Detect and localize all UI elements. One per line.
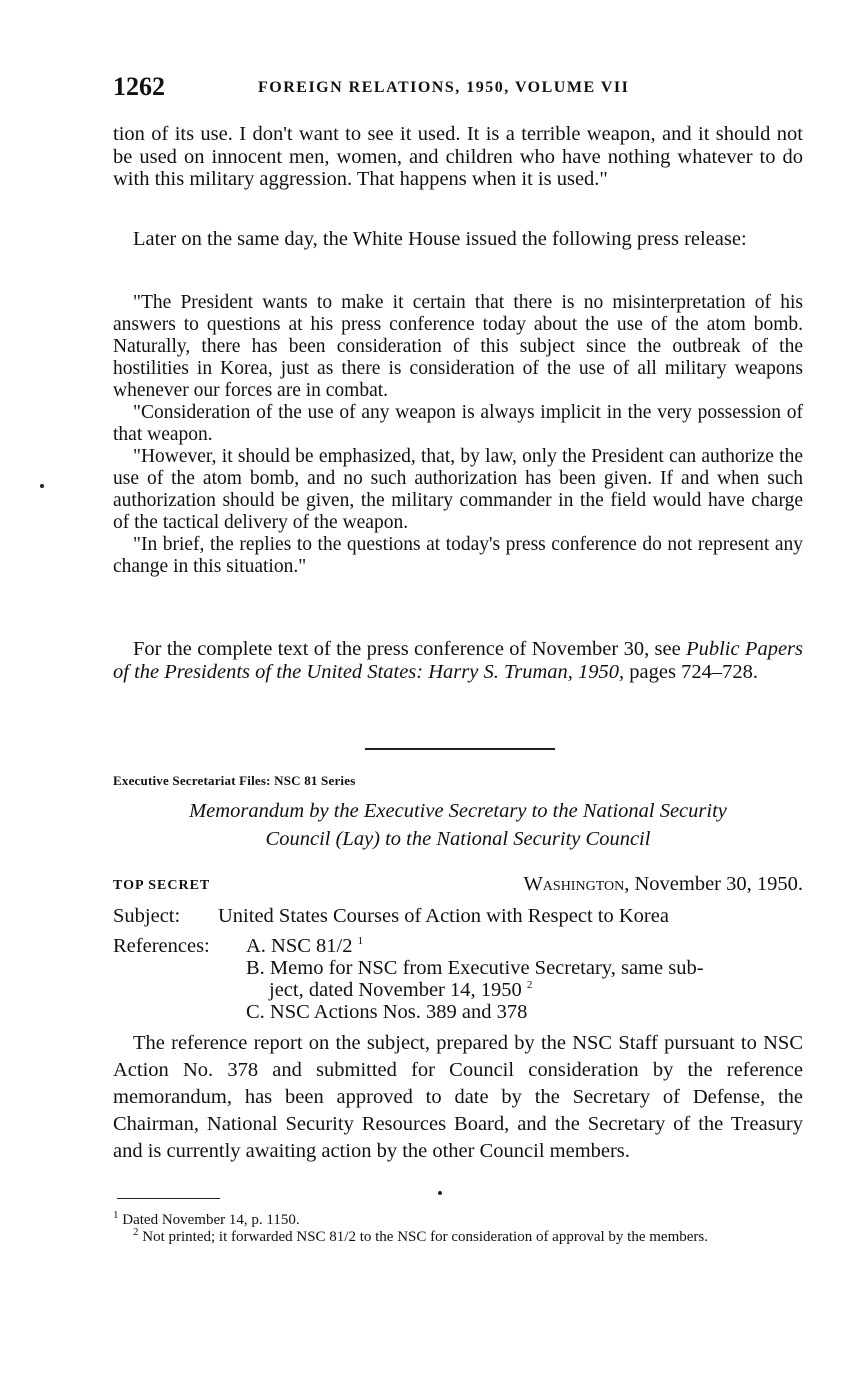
memo-body: The reference report on the subject, prepared by the NSC Staff pursuant to NSC Action No. 378 and submitted for Council consideration by the reference memorandum, has been approved to date by the Secretary of Defense, the Chairman, National Security Resources Board, and the Secretary of the Treasury and is currently awaiting action by the other Council members. (113, 1032, 803, 1162)
footnote-2-mark: 2 (133, 1226, 139, 1238)
quote-paragraph-1: "The President wants to make it certain that there is no misinterpretation of his answers to questions at his press conference today about the use of the atom bomb. Naturally, there has been consideration of this subject since the outbreak of the hostilities in Korea, just as there is consideration of the use of all military weapons whenever our forces are in combat. (113, 292, 803, 401)
subject-text: United States Courses of Action with Respect to Korea (218, 905, 669, 927)
reference-a (246, 935, 363, 957)
quote-paragraph-3: "However, it should be emphasized, that, by law, only the President can authorize the use of the atom bomb, and no such authorization has been given. If and when such authorization should be given, the military commander in the field would have charge of the tactical delivery of the weapon. (113, 446, 803, 533)
footnote-ref-1: 1 (357, 935, 364, 948)
footnote-1-text: Dated November 14, p. 1150. (122, 1212, 300, 1228)
paragraph-3-lead: For the complete text of the press conference of November 30, see (133, 638, 687, 660)
memo-title-line-2: Council (Lay) to the National Security Council (265, 828, 651, 850)
memo-title (113, 797, 803, 853)
footnote-rule (117, 1198, 220, 1199)
reference-c: C. NSC Actions Nos. 389 and 378 (246, 1001, 528, 1023)
footnote-2-text: Not printed; it forwarded NSC 81/2 to the NSC for consideration of approval by the members. (142, 1229, 708, 1245)
paragraph-3-tail: , pages 724–728. (619, 660, 758, 683)
reference-b-line-2 (269, 979, 532, 1001)
reference-b-text: ject, dated November 14, 1950 (269, 979, 522, 1001)
footnote-ref-2: 2 (526, 979, 533, 992)
page-header (113, 72, 803, 106)
publication-title: Public Papers of the Presidents of the United States: Harry S. Truman, 1950 (113, 638, 803, 683)
files-label: Executive Secretariat Files: NSC 81 Series (113, 773, 356, 788)
quote-paragraph-4: "In brief, the replies to the questions at today's press conference do not represent any change in this situation." (113, 534, 803, 577)
reference-b-line-1: B. Memo for NSC from Executive Secretary, same sub- (246, 957, 704, 979)
paragraph-1: tion of its use. I don't want to see it used. It is a terrible weapon, and it should not be used on innocent men, women, and children who have nothing whatever to do with this military aggression. That happens when it is used." (113, 123, 803, 190)
section-divider (365, 748, 555, 750)
footnote-1-mark: 1 (113, 1209, 119, 1221)
running-head: FOREIGN RELATIONS, 1950, VOLUME VII (258, 79, 630, 96)
paragraph-2: Later on the same day, the White House issued the following press release: (133, 228, 747, 250)
memo-title-line-1: Memorandum by the Executive Secretary to the National Security (189, 800, 727, 822)
margin-mark (40, 484, 44, 488)
page-mark (438, 1191, 442, 1195)
paragraph-3 (113, 638, 803, 683)
dateline-place: Washington (523, 873, 625, 895)
reference-a-text: A. NSC 81/2 (246, 935, 353, 957)
subject-label: Subject: (113, 905, 181, 927)
dateline (523, 873, 803, 896)
page-number: 1262 (113, 72, 165, 101)
references-label: References: (113, 935, 210, 957)
footnote-2 (113, 1226, 803, 1245)
dateline-date: , November 30, 1950. (624, 873, 803, 895)
footnote-1 (113, 1209, 803, 1228)
quote-paragraph-2: "Consideration of the use of any weapon is always implicit in the very possession of that weapon. (113, 402, 803, 445)
classification-label: TOP SECRET (113, 878, 211, 893)
press-release-quote (113, 292, 803, 578)
